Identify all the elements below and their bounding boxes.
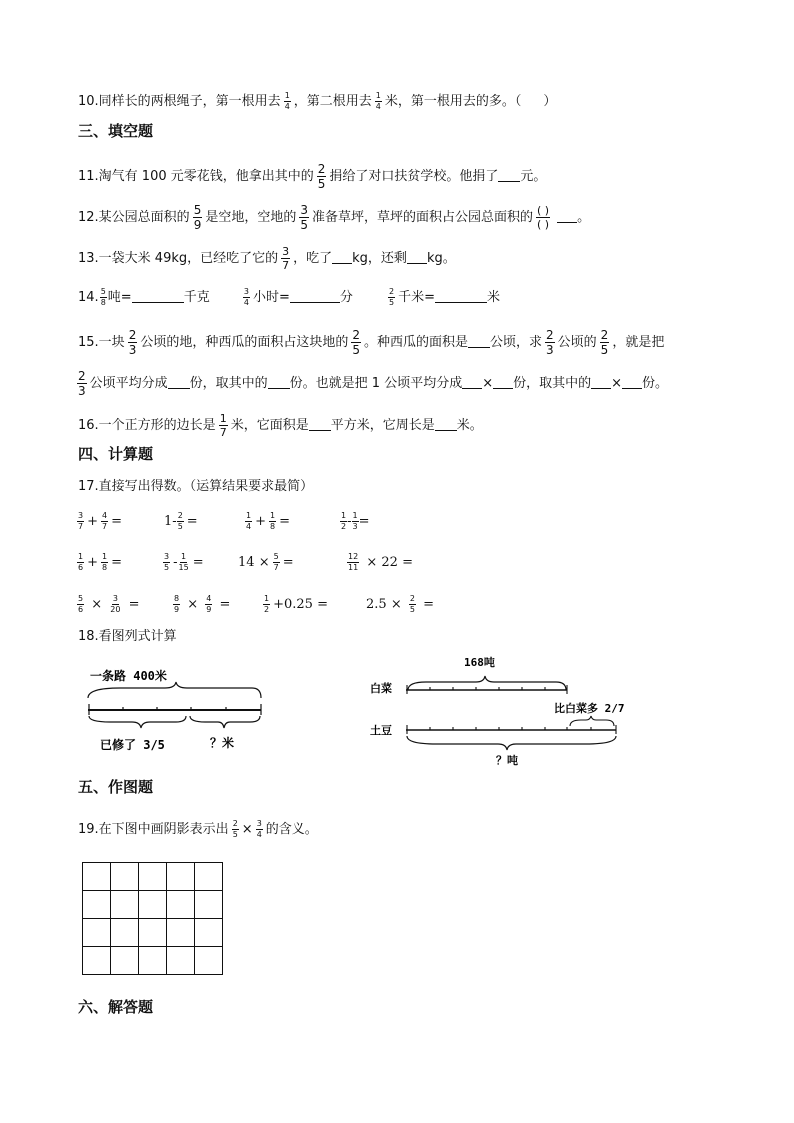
fraction: $\frac{3}{4}$ (243, 287, 249, 307)
potato-label: 土豆 (370, 724, 392, 737)
grid-cell[interactable] (83, 891, 111, 919)
fraction: $\frac{2}{5}$ (600, 328, 609, 357)
done-label: 已修了 3/5 (100, 738, 165, 752)
brace-rest (190, 716, 260, 728)
fraction: $\frac{1}{4}$ (284, 91, 290, 111)
answer-blank[interactable] (498, 181, 520, 182)
answer-blank[interactable] (462, 388, 482, 389)
grid-cell[interactable] (111, 891, 139, 919)
grid-cell[interactable] (167, 863, 195, 891)
section-heading-fill-in: 三、填空题 (78, 122, 154, 140)
calc-item: $\frac{5}{6}$ × $\frac{3}{20}$ = (78, 594, 140, 614)
answer-blank[interactable] (435, 430, 457, 431)
grid-cell[interactable] (139, 947, 167, 975)
cabbage-potato-diagram (366, 652, 646, 770)
shading-grid[interactable] (82, 862, 223, 975)
fraction: $\frac{3}{7}$ (282, 245, 290, 272)
road-diagram (80, 664, 270, 756)
question-12: 12.某公园总面积的 $\frac{5}{9}$ 是空地，空地的 $\frac{3}{5}$ 准备草坪，草坪的面积占公园总面积的 ( ) ( ) 。 (78, 203, 591, 232)
question-11: 11.淘气有 100 元零花钱，他拿出其中的 $\frac{2}{5}$ 捐给了对口扶贫学校。他捐了 元。 (78, 162, 547, 191)
section-heading-calculation: 四、计算题 (78, 445, 154, 463)
grid-cell[interactable] (83, 919, 111, 947)
grid-cell[interactable] (83, 863, 111, 891)
answer-blank[interactable] (591, 388, 611, 389)
rest-label: ？米 (210, 736, 235, 750)
calc-item: $\frac{3}{5}$ - $\frac{1}{15}$ = (164, 552, 204, 572)
question-19: 19.在下图中画阴影表示出 $\frac{2}{5}$ × $\frac{3}{4}$ 的含义。 (78, 819, 318, 839)
calc-item: 1- $\frac{2}{5}$ = (164, 511, 198, 531)
grid-cell[interactable] (111, 919, 139, 947)
fraction: $\frac{2}{3}$ (78, 369, 86, 398)
question-13: 13.一袋大米 49kg，已经吃了它的 $\frac{3}{7}$ ，吃了 kg，还剩 kg。 (78, 245, 456, 272)
answer-blank[interactable] (132, 302, 184, 303)
calc-item: $\frac{8}{9}$ × $\frac{4}{9}$ = (174, 594, 231, 614)
brace-cabbage (408, 676, 566, 690)
grid-cell[interactable] (195, 891, 223, 919)
unknown-label: ？吨 (496, 754, 518, 767)
question-10: 10.同样长的两根绳子，第一根用去 $\frac{1}{4}$ ，第二根用去 $\frac{1}{4}$ 米，第一根用去的多。（ ） (78, 91, 557, 111)
question-18-title: 18.看图列式计算 (78, 629, 177, 644)
brace-top (88, 682, 261, 698)
question-15: 15.一块 $\frac{2}{3}$ 公顷的地，种西瓜的面积占这块地的 $\frac{2}{5}$ 。种西瓜的面积是 公顷，求 $\frac{2}{3}$ 公顷的 $\frac{2}{5}$ ，就是把 (78, 328, 665, 357)
calc-item: 14 × $\frac{5}{7}$ = (238, 552, 294, 572)
brace-potato (407, 736, 616, 750)
brace-done (89, 716, 186, 728)
fraction: $\frac{1}{7}$ (219, 412, 227, 439)
grid-cell[interactable] (139, 891, 167, 919)
fraction: $\frac{3}{5}$ (300, 203, 308, 232)
fraction: $\frac{2}{3}$ (546, 328, 554, 357)
calc-item: $\frac{12}{11}$ × 22 = (348, 552, 413, 572)
section-heading-word-problems: 六、解答题 (78, 998, 154, 1016)
answer-blank[interactable] (622, 388, 642, 389)
grid-cell[interactable] (139, 863, 167, 891)
calc-item: $\frac{1}{6}$ + $\frac{1}{8}$ = (78, 552, 122, 572)
calc-item: 2.5 × $\frac{2}{5}$ = (366, 594, 435, 614)
calc-item: $\frac{3}{7}$ + $\frac{4}{7}$ = (78, 511, 122, 531)
answer-blank[interactable] (290, 302, 340, 303)
question-14: 14. $\frac{5}{8}$ 吨= 千克 $\frac{3}{4}$ 小时= 分 $\frac{2}{5}$ 千米= 米 (78, 287, 501, 307)
grid-cell[interactable] (195, 863, 223, 891)
fraction: $\frac{5}{9}$ (193, 203, 202, 232)
calc-item: $\frac{1}{2}$ - $\frac{1}{3}$ = (341, 511, 370, 531)
grid-cell[interactable] (195, 919, 223, 947)
answer-blank[interactable] (332, 263, 352, 264)
grid-cell[interactable] (83, 947, 111, 975)
grid-cell[interactable] (139, 919, 167, 947)
calc-item: $\frac{1}{4}$ + $\frac{1}{8}$ = (246, 511, 290, 531)
answer-blank[interactable] (493, 388, 513, 389)
road-length-label: 一条路 400米 (90, 669, 167, 683)
more-label: 比白菜多 2/7 (554, 702, 625, 715)
answer-blank[interactable] (468, 347, 490, 348)
answer-blank[interactable] (435, 302, 487, 303)
answer-blank[interactable] (557, 222, 577, 223)
answer-blank[interactable] (168, 388, 190, 389)
cabbage-label: 白菜 (370, 682, 392, 695)
question-15-continued: $\frac{2}{3}$ 公顷平均分成 份，取其中的 份。也就是把 1 公顷平均分成 × 份，取其中的 × 份。 (78, 369, 669, 398)
fraction: $\frac{5}{8}$ (100, 287, 106, 307)
section-heading-drawing: 五、作图题 (78, 778, 154, 796)
question-17-title: 17.直接写出得数。（运算结果要求最简） (78, 479, 314, 494)
grid-cell[interactable] (111, 863, 139, 891)
fraction: $\frac{1}{4}$ (375, 91, 381, 111)
grid-cell[interactable] (167, 919, 195, 947)
grid-cell[interactable] (167, 891, 195, 919)
fraction: $\frac{2}{5}$ (352, 328, 360, 357)
fraction: $\frac{2}{5}$ (389, 287, 395, 307)
grid-cell[interactable] (167, 947, 195, 975)
calc-item: $\frac{1}{2}$ +0.25 = (264, 594, 328, 614)
question-16: 16.一个正方形的边长是 $\frac{1}{7}$ 米，它面积是 平方米，它周长是 米。 (78, 412, 483, 439)
fraction: $\frac{2}{3}$ (128, 328, 137, 357)
grid-cell[interactable] (195, 947, 223, 975)
answer-blank[interactable] (268, 388, 290, 389)
answer-blank[interactable] (407, 263, 427, 264)
answer-blank[interactable] (309, 430, 331, 431)
grid-cell[interactable] (111, 947, 139, 975)
cabbage-weight-label: 168吨 (464, 656, 495, 669)
fraction: $\frac{2}{5}$ (317, 162, 326, 191)
fraction-blank[interactable]: ( ) ( ) (537, 204, 550, 231)
brace-more (570, 716, 614, 726)
